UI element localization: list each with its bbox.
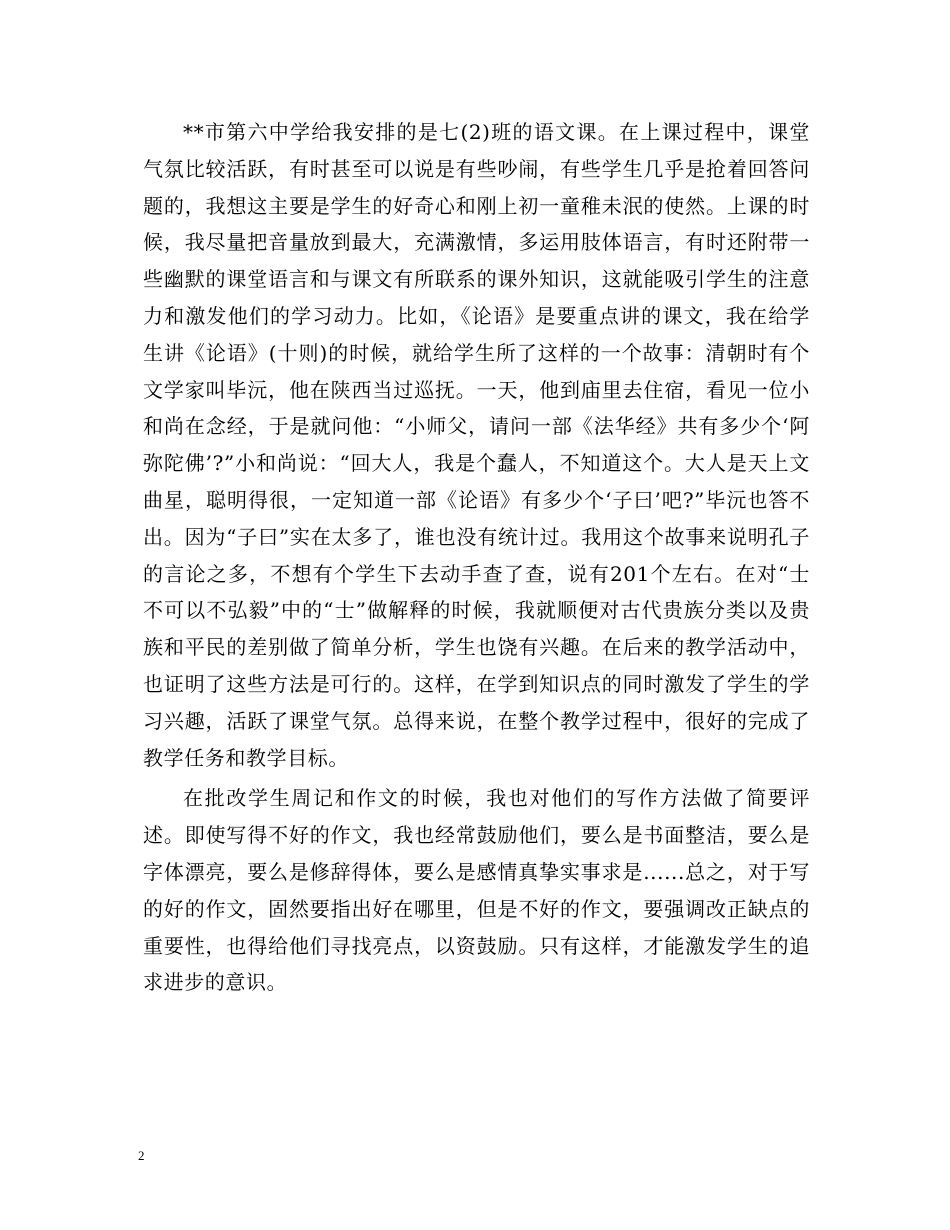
page-number: 2 bbox=[138, 1148, 145, 1163]
document-body bbox=[143, 114, 810, 1001]
paragraph-teaching-experience: **市第六中学给我安排的是七(2)班的语文课。在上课过程中，课堂气氛比较活跃，有时甚至可以说是有些吵闹，有些学生几乎是抢着回答问题的，我想这主要是学生的好奇心和刚上初一童稚未泯的使然。上课的时候，我尽量把音量放到最大，充满激情，多运用肢体语言，有时还附带一些幽默的课堂语言和与课文有所联系的课外知识，这就能吸引学生的注意力和激发他们的学习动力。比如，《论语》是要重点讲的课文，我在给学生讲《论语》(十则)的时候，就给学生所了这样的一个故事：清朝时有个文学家叫毕沅，他在陕西当过巡抚。一天，他到庙里去住宿，看见一位小和尚在念经，于是就问他：“小师父，请问一部《法华经》共有多少个‘阿弥陀佛’?”小和尚说：“回大人，我是个蠢人，不知道这个。大人是天上文曲星，聪明得很，一定知道一部《论语》有多少个‘子曰’吧?”毕沅也答不出。因为“子曰”实在太多了，谁也没有统计过。我用这个故事来说明孔子的言论之多，不想有个学生下去动手查了查，说有201个左右。在对“士不可以不弘毅”中的“士”做解释的时候，我就顺便对古代贵族分类以及贵族和平民的差别做了简单分析，学生也饶有兴趣。在后来的教学活动中，也证明了这些方法是可行的。这样，在学到知识点的同时激发了学生的学习兴趣，活跃了课堂气氛。总得来说，在整个教学过程中，很好的完成了教学任务和教学目标。 bbox=[143, 120, 810, 770]
paragraph-essay-grading: 在批改学生周记和作文的时候，我也对他们的写作方法做了简要评述。即使写得不好的作文，我也经常鼓励他们，要么是书面整洁，要么是字体漂亮，要么是修辞得体，要么是感情真挚实事求是......总之，对于写的好的作文，固然要指出好在哪里，但是不好的作文，要强调改正缺点的重要性，也得给他们寻找亮点，以资鼓励。只有这样，才能激发学生的追求进步的意识。 bbox=[143, 786, 810, 995]
